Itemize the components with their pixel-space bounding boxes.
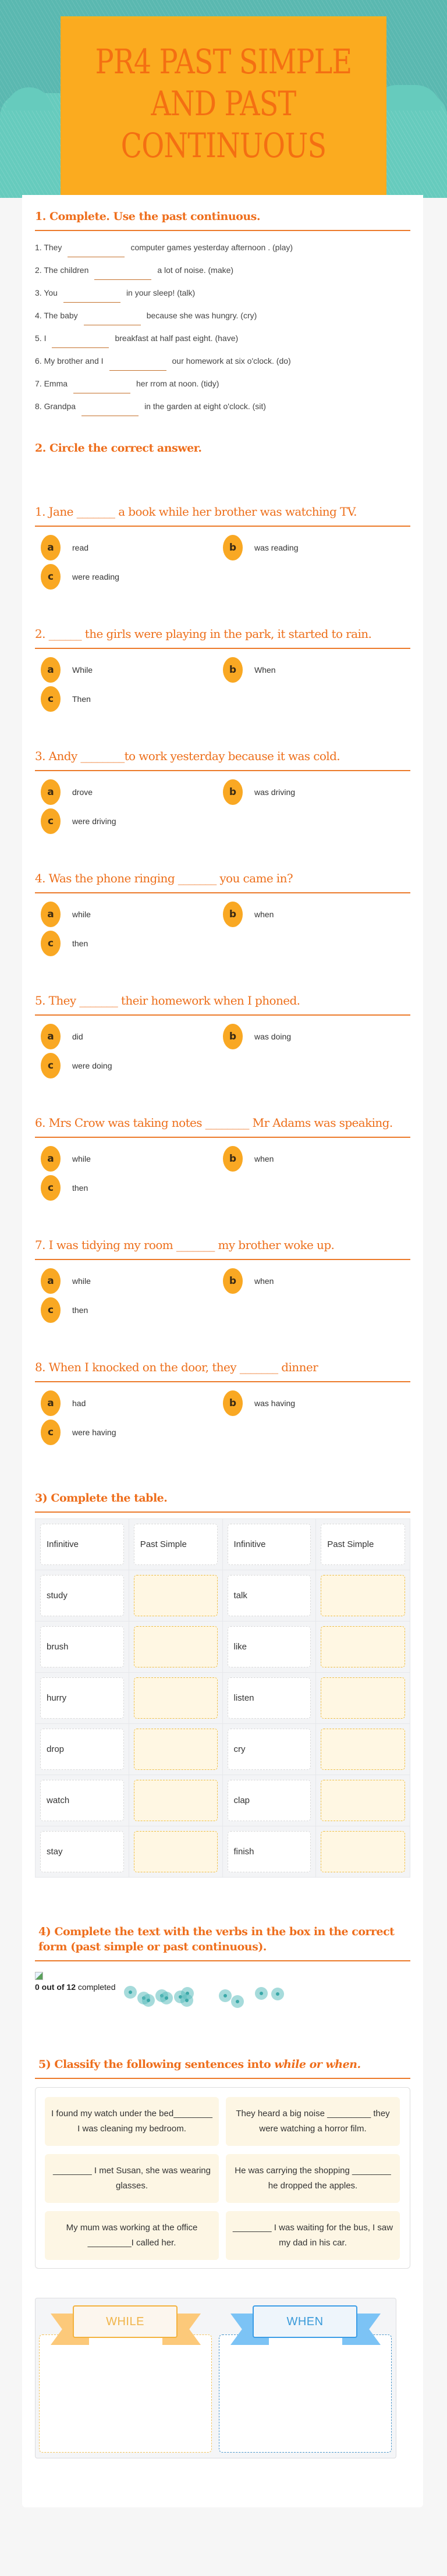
option-label: read bbox=[72, 543, 89, 552]
table-cell bbox=[129, 1621, 223, 1672]
broken-image-icon bbox=[35, 1972, 43, 1980]
sentence-start: 7. Emma bbox=[35, 378, 68, 388]
past-simple-drop-zone[interactable] bbox=[321, 1729, 405, 1770]
past-simple-drop-zone[interactable] bbox=[134, 1831, 218, 1872]
option-b[interactable] bbox=[223, 1268, 398, 1294]
option-letter-icon: b bbox=[223, 779, 243, 805]
section-title-text: 5) Classify the following sentences into bbox=[38, 2058, 275, 2071]
option-letter-icon: c bbox=[41, 1420, 61, 1445]
option-c[interactable] bbox=[41, 931, 223, 956]
past-simple-drop-zone[interactable] bbox=[134, 1575, 218, 1616]
section-title-italic: while or when. bbox=[274, 2058, 361, 2071]
fill-in-item bbox=[35, 236, 410, 258]
table-cell bbox=[129, 1673, 223, 1723]
question-block bbox=[35, 749, 410, 834]
option-letter-icon: c bbox=[41, 564, 61, 590]
option-label: had bbox=[72, 1399, 86, 1408]
option-a[interactable] bbox=[41, 1024, 223, 1049]
infinitive-cell: like bbox=[228, 1626, 311, 1667]
option-letter-icon: c bbox=[41, 686, 61, 712]
answer-input[interactable] bbox=[81, 403, 139, 416]
header-label: Infinitive bbox=[228, 1524, 311, 1565]
drag-dot[interactable] bbox=[255, 1987, 268, 2000]
section-title bbox=[35, 2057, 410, 2079]
question-block bbox=[35, 505, 410, 590]
table-cell bbox=[36, 1621, 129, 1672]
table-cell bbox=[223, 1775, 317, 1826]
sentence-card[interactable]: They heard a big noise _________ they were watching a horror film. bbox=[226, 2097, 400, 2146]
when-ribbon bbox=[230, 2305, 381, 2355]
table-cell bbox=[129, 1570, 223, 1621]
table-row bbox=[36, 1775, 410, 1826]
drag-dot[interactable] bbox=[160, 1992, 173, 2004]
option-letter-icon: a bbox=[41, 1268, 61, 1294]
header-cell bbox=[36, 1519, 129, 1570]
question-block bbox=[35, 994, 410, 1078]
table-cell bbox=[316, 1621, 410, 1672]
question-text: 7. I was tidying my room _______ my brother woke up. bbox=[35, 1238, 410, 1260]
option-letter-icon: c bbox=[41, 931, 61, 956]
sentence-card[interactable]: ________ I was waiting for the bus, I saw my dad in his car. bbox=[226, 2211, 400, 2260]
sentence-start: 4. The baby bbox=[35, 310, 78, 320]
sentence-start: 8. Grandpa bbox=[35, 401, 76, 411]
classification-buckets bbox=[35, 2298, 396, 2458]
past-simple-drop-zone[interactable] bbox=[321, 1780, 405, 1821]
sentence-card[interactable]: My mum was working at the office _________I called her. bbox=[45, 2211, 219, 2260]
option-letter-icon: a bbox=[41, 779, 61, 805]
question-text: 2. ______ the girls were playing in the park, it started to rain. bbox=[35, 627, 410, 649]
answer-options bbox=[35, 1146, 410, 1201]
answer-options bbox=[35, 1268, 410, 1323]
answer-input[interactable] bbox=[73, 381, 130, 393]
sentence-card-pool bbox=[35, 2087, 410, 2269]
option-letter-icon: b bbox=[223, 1268, 243, 1294]
option-letter-icon: b bbox=[223, 902, 243, 927]
infinitive-cell: clap bbox=[228, 1780, 311, 1821]
option-letter-icon: b bbox=[223, 1390, 243, 1416]
question-block bbox=[35, 1238, 410, 1323]
past-simple-drop-zone[interactable] bbox=[134, 1677, 218, 1719]
table-cell bbox=[36, 1673, 129, 1723]
option-c[interactable] bbox=[41, 1053, 223, 1078]
fill-in-item bbox=[35, 258, 410, 281]
answer-options bbox=[35, 657, 410, 712]
drag-dot[interactable] bbox=[219, 1989, 232, 2002]
section-classify bbox=[35, 2057, 410, 2458]
option-c[interactable] bbox=[41, 1420, 223, 1445]
table-row bbox=[36, 1570, 410, 1621]
option-label: While bbox=[72, 665, 93, 675]
option-b[interactable] bbox=[223, 1024, 398, 1049]
fill-in-item bbox=[35, 304, 410, 327]
table-cell bbox=[223, 1673, 317, 1723]
option-label: when bbox=[254, 910, 274, 919]
past-simple-drop-zone[interactable] bbox=[134, 1780, 218, 1821]
sentence-end: her rrom at noon. (tidy) bbox=[136, 378, 219, 388]
option-label: was reading bbox=[254, 543, 299, 552]
option-label: then bbox=[72, 939, 88, 948]
fill-in-item bbox=[35, 327, 410, 349]
progress-suffix: completed bbox=[76, 1982, 116, 1992]
option-letter-icon: b bbox=[223, 1024, 243, 1049]
option-c[interactable] bbox=[41, 686, 223, 712]
option-letter-icon: c bbox=[41, 1175, 61, 1201]
sentence-start: 1. They bbox=[35, 242, 62, 252]
drag-dot[interactable] bbox=[124, 1986, 137, 1999]
option-a[interactable] bbox=[41, 657, 223, 683]
table-cell bbox=[36, 1570, 129, 1621]
option-b[interactable] bbox=[223, 1390, 398, 1416]
sentence-card[interactable]: He was carrying the shopping ________ he dropped the apples. bbox=[226, 2154, 400, 2203]
drag-dot[interactable] bbox=[142, 1994, 155, 2007]
question-block bbox=[35, 627, 410, 712]
table-cell bbox=[223, 1621, 317, 1672]
infinitive-cell: talk bbox=[228, 1575, 311, 1616]
option-a[interactable] bbox=[41, 1146, 223, 1172]
infinitive-cell: stay bbox=[40, 1831, 124, 1872]
while-ribbon bbox=[51, 2305, 201, 2355]
worksheet bbox=[22, 195, 423, 2507]
header-label: Infinitive bbox=[40, 1524, 124, 1565]
infinitive-cell: drop bbox=[40, 1729, 124, 1770]
sentence-end: because she was hungry. (cry) bbox=[146, 310, 257, 320]
progress-count: 0 out of 12 bbox=[35, 1982, 76, 1992]
table-cell bbox=[129, 1724, 223, 1775]
header-cell bbox=[316, 1519, 410, 1570]
option-b[interactable] bbox=[223, 779, 398, 805]
sentence-end: in your sleep! (talk) bbox=[126, 288, 196, 297]
option-letter-icon: c bbox=[41, 808, 61, 834]
question-text: 8. When I knocked on the door, they _______ dinner bbox=[35, 1360, 410, 1382]
header-cell bbox=[129, 1519, 223, 1570]
sentence-start: 6. My brother and I bbox=[35, 356, 104, 366]
question-block bbox=[35, 1116, 410, 1201]
answer-input[interactable] bbox=[63, 290, 120, 303]
option-label: Then bbox=[72, 694, 91, 704]
section-complete-past-continuous bbox=[35, 209, 410, 417]
answer-options bbox=[35, 535, 410, 590]
option-c[interactable] bbox=[41, 564, 223, 590]
option-label: was having bbox=[254, 1399, 296, 1408]
option-label: were doing bbox=[72, 1061, 112, 1070]
answer-input[interactable] bbox=[68, 244, 125, 257]
table-cell bbox=[129, 1775, 223, 1826]
table-cell bbox=[223, 1570, 317, 1621]
option-c[interactable] bbox=[41, 808, 223, 834]
option-label: while bbox=[72, 1276, 91, 1286]
table-row bbox=[36, 1826, 410, 1877]
option-b[interactable] bbox=[223, 1146, 398, 1172]
answer-options bbox=[35, 1024, 410, 1078]
table-row bbox=[36, 1621, 410, 1673]
verb-table bbox=[35, 1518, 410, 1878]
option-letter-icon: b bbox=[223, 535, 243, 560]
answer-input[interactable] bbox=[94, 267, 151, 280]
question-block bbox=[35, 1360, 410, 1445]
table-cell bbox=[316, 1570, 410, 1621]
option-label: was driving bbox=[254, 787, 296, 797]
option-label: were driving bbox=[72, 817, 116, 826]
option-a[interactable] bbox=[41, 779, 223, 805]
infinitive-cell: watch bbox=[40, 1780, 124, 1821]
sentence-cards bbox=[45, 2097, 403, 2260]
section-title: 2. Circle the correct answer. bbox=[35, 442, 202, 455]
infinitive-cell: hurry bbox=[40, 1677, 124, 1719]
option-letter-icon: b bbox=[223, 1146, 243, 1172]
header-label: Past Simple bbox=[134, 1524, 218, 1565]
option-b[interactable] bbox=[223, 535, 398, 560]
sentence-end: our homework at six o'clock. (do) bbox=[172, 356, 291, 366]
infinitive-cell: brush bbox=[40, 1626, 124, 1667]
table-cell bbox=[223, 1826, 317, 1877]
option-label: while bbox=[72, 910, 91, 919]
infinitive-cell: finish bbox=[228, 1831, 311, 1872]
question-text: 5. They _______ their homework when I phoned. bbox=[35, 994, 410, 1016]
option-a[interactable] bbox=[41, 1268, 223, 1294]
question-block bbox=[35, 871, 410, 956]
option-letter-icon: a bbox=[41, 535, 61, 560]
fill-in-item bbox=[35, 281, 410, 304]
sentence-end: computer games yesterday afternoon . (play) bbox=[130, 242, 293, 252]
past-simple-drop-zone[interactable] bbox=[134, 1729, 218, 1770]
question-text: 4. Was the phone ringing _______ you came in? bbox=[35, 871, 410, 893]
option-a[interactable] bbox=[41, 535, 223, 560]
option-letter-icon: c bbox=[41, 1053, 61, 1078]
table-cell bbox=[36, 1724, 129, 1775]
past-simple-drop-zone[interactable] bbox=[321, 1677, 405, 1719]
option-label: when bbox=[254, 1154, 274, 1163]
question-list bbox=[35, 505, 410, 1445]
sentence-start: 3. You bbox=[35, 288, 58, 297]
fill-in-list bbox=[35, 236, 410, 417]
table-cell bbox=[316, 1673, 410, 1723]
table-cell bbox=[316, 1724, 410, 1775]
option-letter-icon: b bbox=[223, 657, 243, 683]
sentence-start: 2. The children bbox=[35, 265, 89, 275]
fill-in-item bbox=[35, 372, 410, 395]
header-cell bbox=[223, 1519, 317, 1570]
table-row bbox=[36, 1673, 410, 1724]
option-a[interactable] bbox=[41, 1390, 223, 1416]
sentence-end: a lot of noise. (make) bbox=[157, 265, 234, 275]
section-title: 3) Complete the table. bbox=[35, 1491, 410, 1513]
question-text: 1. Jane _______ a book while her brother was watching TV. bbox=[35, 505, 410, 527]
fill-in-item bbox=[35, 349, 410, 372]
question-text: 3. Andy ________to work yesterday because it was cold. bbox=[35, 749, 410, 771]
option-a[interactable] bbox=[41, 902, 223, 927]
option-label: while bbox=[72, 1154, 91, 1163]
answer-input[interactable] bbox=[52, 335, 109, 348]
option-letter-icon: a bbox=[41, 657, 61, 683]
option-label: when bbox=[254, 1276, 274, 1286]
when-label: WHEN bbox=[253, 2305, 357, 2338]
section-title: 4) Complete the text with the verbs in the box in the correct form (past simple or past continuous). bbox=[35, 1924, 410, 1961]
option-label: drove bbox=[72, 787, 93, 797]
option-letter-icon: a bbox=[41, 1024, 61, 1049]
option-label: were reading bbox=[72, 572, 119, 581]
option-letter-icon: a bbox=[41, 1146, 61, 1172]
infinitive-cell: study bbox=[40, 1575, 124, 1616]
past-simple-drop-zone[interactable] bbox=[321, 1626, 405, 1667]
sentence-card[interactable]: I found my watch under the bed________ I was cleaning my bedroom. bbox=[45, 2097, 219, 2146]
table-cell bbox=[36, 1775, 129, 1826]
option-label: did bbox=[72, 1032, 83, 1041]
answer-options bbox=[35, 902, 410, 956]
while-label: WHILE bbox=[73, 2305, 178, 2338]
table-cell bbox=[316, 1826, 410, 1877]
table-row bbox=[36, 1724, 410, 1775]
progress-area bbox=[35, 1972, 410, 2042]
option-c[interactable] bbox=[41, 1297, 223, 1323]
section-complete-table bbox=[35, 1491, 410, 1878]
option-label: were having bbox=[72, 1428, 116, 1437]
option-label: then bbox=[72, 1183, 88, 1193]
question-text: 6. Mrs Crow was taking notes ________ Mr Adams was speaking. bbox=[35, 1116, 410, 1138]
page-title: PR4 PAST SIMPLE AND PAST CONTINUOUS bbox=[95, 42, 352, 165]
header-label: Past Simple bbox=[321, 1524, 405, 1565]
table-header-row bbox=[36, 1519, 410, 1570]
past-simple-drop-zone[interactable] bbox=[321, 1575, 405, 1616]
infinitive-cell: listen bbox=[228, 1677, 311, 1719]
sentence-end: in the garden at eight o'clock. (sit) bbox=[144, 401, 266, 411]
table-cell bbox=[316, 1775, 410, 1826]
option-letter-icon: a bbox=[41, 1390, 61, 1416]
table-cell bbox=[36, 1826, 129, 1877]
section-circle-answer bbox=[35, 441, 410, 1445]
drag-dot[interactable] bbox=[271, 1988, 284, 2000]
drag-dot[interactable] bbox=[231, 1995, 244, 2008]
answer-options bbox=[35, 779, 410, 834]
infinitive-cell: cry bbox=[228, 1729, 311, 1770]
drag-dot[interactable] bbox=[180, 1994, 193, 2007]
table-cell bbox=[129, 1826, 223, 1877]
past-simple-drop-zone[interactable] bbox=[134, 1626, 218, 1667]
sentence-card[interactable]: ________ I met Susan, she was wearing glasses. bbox=[45, 2154, 219, 2203]
section-complete-text bbox=[35, 1924, 410, 2042]
answer-input[interactable] bbox=[109, 358, 166, 371]
option-b[interactable] bbox=[223, 902, 398, 927]
sentence-end: breakfast at half past eight. (have) bbox=[115, 333, 239, 343]
section-title: 1. Complete. Use the past continuous. bbox=[35, 209, 410, 231]
option-b[interactable] bbox=[223, 657, 398, 683]
past-simple-drop-zone[interactable] bbox=[321, 1831, 405, 1872]
fill-in-item bbox=[35, 395, 410, 417]
option-label: then bbox=[72, 1305, 88, 1315]
sentence-start: 5. I bbox=[35, 333, 47, 343]
option-letter-icon: c bbox=[41, 1297, 61, 1323]
answer-options bbox=[35, 1390, 410, 1445]
option-label: was doing bbox=[254, 1032, 292, 1041]
answer-input[interactable] bbox=[84, 313, 141, 325]
option-letter-icon: a bbox=[41, 902, 61, 927]
option-c[interactable] bbox=[41, 1175, 223, 1201]
option-label: When bbox=[254, 665, 276, 675]
table-cell bbox=[223, 1724, 317, 1775]
